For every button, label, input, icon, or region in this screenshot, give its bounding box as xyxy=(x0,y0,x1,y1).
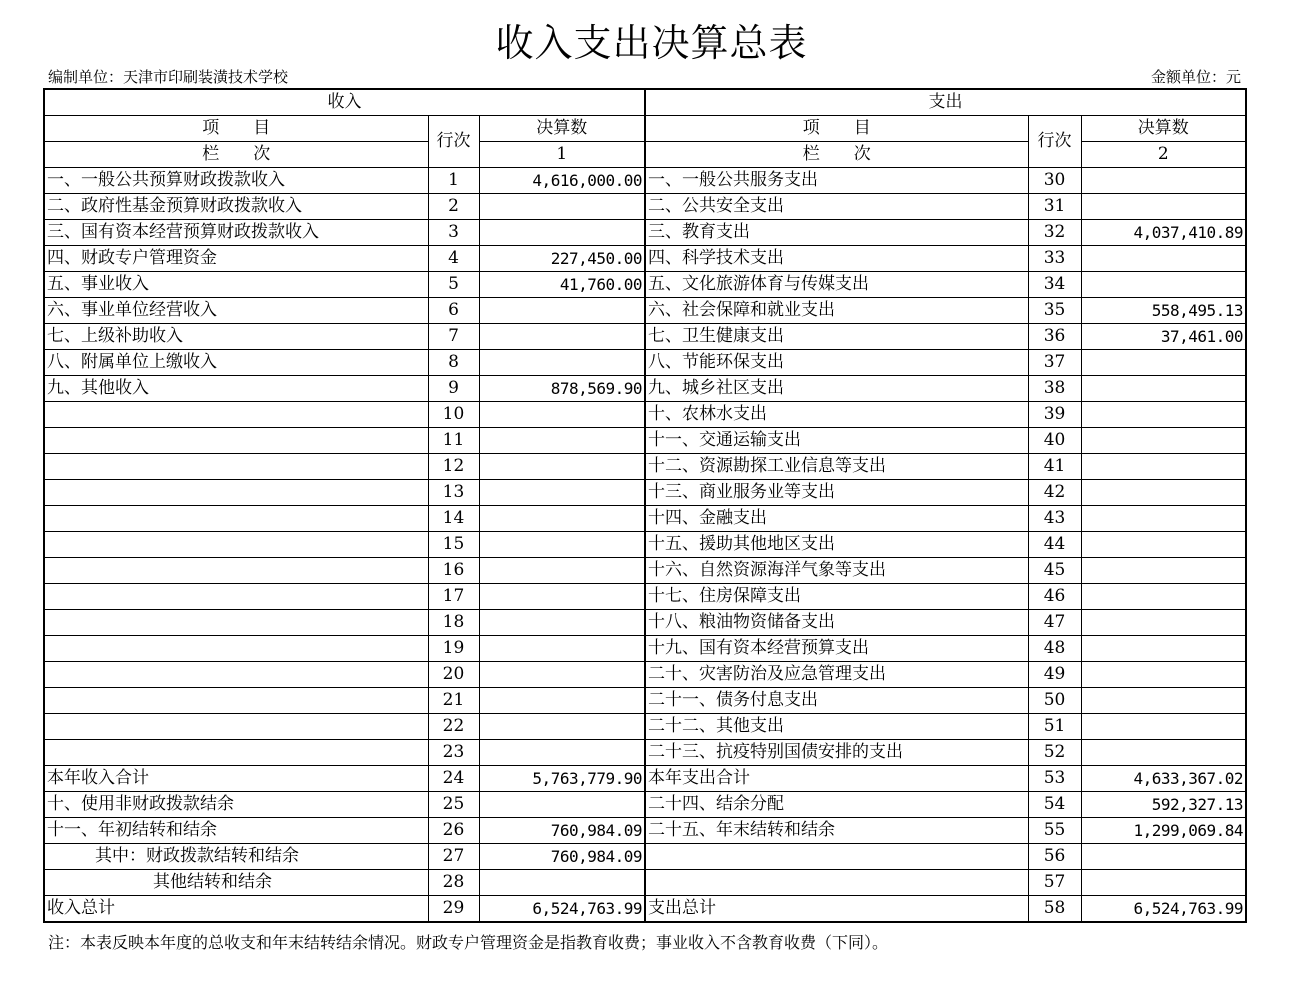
income-item-cell: 其他结转和结余 xyxy=(44,870,428,896)
footnote: 注：本表反映本年度的总收支和年末结转结余情况。财政专户管理资金是指教育收费；事业收入不含教育收费（下同）。 xyxy=(48,933,889,952)
expense-item-cell: 六、社会保障和就业支出 xyxy=(645,298,1028,324)
expense-amount-cell: 592,327.13 xyxy=(1081,792,1246,818)
expense-line-cell: 34 xyxy=(1028,272,1081,298)
income-item-cell: 六、事业单位经营收入 xyxy=(44,298,428,324)
expense-column-number: 2 xyxy=(1081,142,1246,168)
income-amount-cell xyxy=(479,194,645,220)
expense-line-cell: 51 xyxy=(1028,714,1081,740)
income-line-cell: 17 xyxy=(428,584,479,610)
expense-item-cell: 九、城乡社区支出 xyxy=(645,376,1028,402)
income-item-cell: 九、其他收入 xyxy=(44,376,428,402)
table-row xyxy=(44,272,1246,298)
income-line-cell: 14 xyxy=(428,506,479,532)
income-item-cell xyxy=(44,610,428,636)
income-amount-cell: 878,569.90 xyxy=(479,376,645,402)
expense-item-cell: 十五、援助其他地区支出 xyxy=(645,532,1028,558)
expense-line-cell: 55 xyxy=(1028,818,1081,844)
expense-line-header: 行次 xyxy=(1028,116,1081,168)
expense-item-cell: 二十二、其他支出 xyxy=(645,714,1028,740)
expense-line-cell: 44 xyxy=(1028,532,1081,558)
table-row xyxy=(44,532,1246,558)
income-amount-cell xyxy=(479,714,645,740)
income-amount-cell xyxy=(479,480,645,506)
income-item-cell: 一、一般公共预算财政拨款收入 xyxy=(44,168,428,194)
table-row xyxy=(44,740,1246,766)
expense-item-cell: 二十、灾害防治及应急管理支出 xyxy=(645,662,1028,688)
income-item-cell: 二、政府性基金预算财政拨款收入 xyxy=(44,194,428,220)
income-amount-cell xyxy=(479,662,645,688)
expense-line-cell: 50 xyxy=(1028,688,1081,714)
income-expense-table xyxy=(43,88,1247,923)
table-row xyxy=(44,558,1246,584)
income-line-cell: 27 xyxy=(428,844,479,870)
expense-line-cell: 42 xyxy=(1028,480,1081,506)
table-row xyxy=(44,636,1246,662)
expense-line-cell: 36 xyxy=(1028,324,1081,350)
expense-line-cell: 47 xyxy=(1028,610,1081,636)
table-row xyxy=(44,194,1246,220)
expense-amount-cell xyxy=(1081,714,1246,740)
income-amount-cell xyxy=(479,298,645,324)
income-line-cell: 4 xyxy=(428,246,479,272)
income-item-cell: 五、事业收入 xyxy=(44,272,428,298)
expense-amount-cell: 4,633,367.02 xyxy=(1081,766,1246,792)
income-line-cell: 26 xyxy=(428,818,479,844)
income-line-cell: 16 xyxy=(428,558,479,584)
expense-amount-cell xyxy=(1081,610,1246,636)
income-amount-cell: 6,524,763.99 xyxy=(479,896,645,923)
table-row xyxy=(44,896,1246,923)
expense-line-cell: 43 xyxy=(1028,506,1081,532)
expense-item-cell: 三、教育支出 xyxy=(645,220,1028,246)
income-item-cell xyxy=(44,428,428,454)
income-amount-cell: 4,616,000.00 xyxy=(479,168,645,194)
report-title: 收入支出决算总表 xyxy=(495,21,808,65)
expense-line-cell: 37 xyxy=(1028,350,1081,376)
expense-item-cell: 二十五、年末结转和结余 xyxy=(645,818,1028,844)
income-item-cell xyxy=(44,636,428,662)
income-amount-header: 决算数 xyxy=(479,116,645,142)
table-row xyxy=(44,792,1246,818)
income-amount-cell xyxy=(479,350,645,376)
income-column-label: 栏 次 xyxy=(44,142,428,168)
expense-item-cell: 十八、粮油物资储备支出 xyxy=(645,610,1028,636)
income-amount-cell xyxy=(479,636,645,662)
income-item-cell: 十一、年初结转和结余 xyxy=(44,818,428,844)
expense-amount-cell xyxy=(1081,168,1246,194)
expense-line-cell: 40 xyxy=(1028,428,1081,454)
income-line-cell: 2 xyxy=(428,194,479,220)
expense-line-cell: 49 xyxy=(1028,662,1081,688)
expense-item-cell: 十三、商业服务业等支出 xyxy=(645,480,1028,506)
expense-line-cell: 52 xyxy=(1028,740,1081,766)
table-row xyxy=(44,350,1246,376)
expense-item-cell: 十六、自然资源海洋气象等支出 xyxy=(645,558,1028,584)
expense-section-header: 支出 xyxy=(645,89,1246,116)
income-item-cell: 收入总计 xyxy=(44,896,428,923)
income-amount-cell: 760,984.09 xyxy=(479,844,645,870)
income-line-cell: 19 xyxy=(428,636,479,662)
income-amount-cell xyxy=(479,584,645,610)
table-row xyxy=(44,220,1246,246)
income-amount-cell xyxy=(479,558,645,584)
expense-amount-cell xyxy=(1081,506,1246,532)
income-line-cell: 20 xyxy=(428,662,479,688)
income-amount-cell xyxy=(479,610,645,636)
expense-amount-cell xyxy=(1081,194,1246,220)
expense-item-cell: 八、节能环保支出 xyxy=(645,350,1028,376)
expense-amount-cell xyxy=(1081,636,1246,662)
table-row xyxy=(44,688,1246,714)
expense-amount-cell xyxy=(1081,688,1246,714)
expense-line-cell: 33 xyxy=(1028,246,1081,272)
expense-amount-cell xyxy=(1081,376,1246,402)
income-item-cell: 四、财政专户管理资金 xyxy=(44,246,428,272)
income-line-cell: 21 xyxy=(428,688,479,714)
expense-amount-cell xyxy=(1081,740,1246,766)
income-line-cell: 18 xyxy=(428,610,479,636)
expense-amount-cell: 1,299,069.84 xyxy=(1081,818,1246,844)
income-amount-cell: 760,984.09 xyxy=(479,818,645,844)
income-item-cell xyxy=(44,662,428,688)
income-item-cell xyxy=(44,402,428,428)
expense-item-cell: 十一、交通运输支出 xyxy=(645,428,1028,454)
expense-line-cell: 56 xyxy=(1028,844,1081,870)
table-row xyxy=(44,714,1246,740)
table-row xyxy=(44,662,1246,688)
income-line-cell: 9 xyxy=(428,376,479,402)
income-amount-cell xyxy=(479,870,645,896)
expense-line-cell: 58 xyxy=(1028,896,1081,923)
income-line-cell: 22 xyxy=(428,714,479,740)
table-row xyxy=(44,844,1246,870)
expense-amount-cell xyxy=(1081,272,1246,298)
income-line-header: 行次 xyxy=(428,116,479,168)
currency-unit: 金额单位：元 xyxy=(1150,68,1241,86)
table-row xyxy=(44,428,1246,454)
expense-item-cell: 支出总计 xyxy=(645,896,1028,923)
expense-item-header: 项 目 xyxy=(645,116,1028,142)
income-item-cell xyxy=(44,454,428,480)
income-amount-cell: 227,450.00 xyxy=(479,246,645,272)
expense-amount-cell: 6,524,763.99 xyxy=(1081,896,1246,923)
expense-item-cell: 本年支出合计 xyxy=(645,766,1028,792)
expense-line-cell: 39 xyxy=(1028,402,1081,428)
income-amount-cell xyxy=(479,688,645,714)
income-amount-cell xyxy=(479,402,645,428)
table-row xyxy=(44,610,1246,636)
income-line-cell: 28 xyxy=(428,870,479,896)
column-header-row xyxy=(44,116,1246,142)
expense-item-cell: 十九、国有资本经营预算支出 xyxy=(645,636,1028,662)
expense-amount-cell xyxy=(1081,662,1246,688)
expense-amount-cell xyxy=(1081,844,1246,870)
income-item-cell: 其中：财政拨款结转和结余 xyxy=(44,844,428,870)
compiling-unit: 编制单位：天津市印刷装潢技术学校 xyxy=(48,68,289,86)
income-line-cell: 7 xyxy=(428,324,479,350)
income-line-cell: 12 xyxy=(428,454,479,480)
expense-line-cell: 30 xyxy=(1028,168,1081,194)
income-line-cell: 6 xyxy=(428,298,479,324)
income-amount-cell xyxy=(479,454,645,480)
expense-item-cell: 十四、金融支出 xyxy=(645,506,1028,532)
table-row xyxy=(44,870,1246,896)
expense-line-cell: 46 xyxy=(1028,584,1081,610)
income-item-cell xyxy=(44,714,428,740)
expense-amount-cell xyxy=(1081,454,1246,480)
expense-column-label: 栏 次 xyxy=(645,142,1028,168)
income-column-number: 1 xyxy=(479,142,645,168)
expense-line-cell: 54 xyxy=(1028,792,1081,818)
income-item-cell xyxy=(44,740,428,766)
expense-line-cell: 48 xyxy=(1028,636,1081,662)
table-row xyxy=(44,584,1246,610)
income-amount-cell xyxy=(479,428,645,454)
income-line-cell: 23 xyxy=(428,740,479,766)
income-item-cell xyxy=(44,688,428,714)
expense-amount-cell xyxy=(1081,870,1246,896)
expense-line-cell: 38 xyxy=(1028,376,1081,402)
income-line-cell: 10 xyxy=(428,402,479,428)
expense-item-cell: 十七、住房保障支出 xyxy=(645,584,1028,610)
income-line-cell: 13 xyxy=(428,480,479,506)
expense-amount-cell xyxy=(1081,428,1246,454)
expense-line-cell: 32 xyxy=(1028,220,1081,246)
expense-line-cell: 53 xyxy=(1028,766,1081,792)
income-amount-cell xyxy=(479,506,645,532)
income-amount-cell: 5,763,779.90 xyxy=(479,766,645,792)
income-line-cell: 11 xyxy=(428,428,479,454)
expense-amount-cell xyxy=(1081,402,1246,428)
expense-line-cell: 31 xyxy=(1028,194,1081,220)
income-line-cell: 8 xyxy=(428,350,479,376)
section-header-row xyxy=(44,89,1246,116)
income-line-cell: 1 xyxy=(428,168,479,194)
table-row xyxy=(44,506,1246,532)
income-amount-cell xyxy=(479,532,645,558)
expense-item-cell: 二十四、结余分配 xyxy=(645,792,1028,818)
income-amount-cell xyxy=(479,792,645,818)
table-row xyxy=(44,818,1246,844)
income-amount-cell xyxy=(479,220,645,246)
table-row xyxy=(44,168,1246,194)
income-item-cell: 本年收入合计 xyxy=(44,766,428,792)
income-item-header: 项 目 xyxy=(44,116,428,142)
income-item-cell xyxy=(44,532,428,558)
table-row xyxy=(44,480,1246,506)
expense-item-cell: 四、科学技术支出 xyxy=(645,246,1028,272)
expense-item-cell: 一、一般公共服务支出 xyxy=(645,168,1028,194)
income-amount-cell: 41,760.00 xyxy=(479,272,645,298)
income-item-cell xyxy=(44,584,428,610)
expense-amount-cell xyxy=(1081,558,1246,584)
table-row xyxy=(44,454,1246,480)
income-line-cell: 3 xyxy=(428,220,479,246)
table-row xyxy=(44,298,1246,324)
income-item-cell: 三、国有资本经营预算财政拨款收入 xyxy=(44,220,428,246)
expense-item-cell xyxy=(645,870,1028,896)
income-line-cell: 5 xyxy=(428,272,479,298)
income-item-cell xyxy=(44,558,428,584)
table-row xyxy=(44,246,1246,272)
expense-item-cell xyxy=(645,844,1028,870)
expense-line-cell: 45 xyxy=(1028,558,1081,584)
table-row xyxy=(44,402,1246,428)
income-item-cell: 七、上级补助收入 xyxy=(44,324,428,350)
expense-amount-cell xyxy=(1081,350,1246,376)
table-row xyxy=(44,766,1246,792)
expense-amount-cell: 37,461.00 xyxy=(1081,324,1246,350)
expense-amount-cell xyxy=(1081,480,1246,506)
income-line-cell: 24 xyxy=(428,766,479,792)
income-item-cell xyxy=(44,480,428,506)
table-row xyxy=(44,376,1246,402)
expense-item-cell: 十二、资源勘探工业信息等支出 xyxy=(645,454,1028,480)
income-section-header: 收入 xyxy=(44,89,645,116)
expense-amount-cell: 4,037,410.89 xyxy=(1081,220,1246,246)
expense-item-cell: 七、卫生健康支出 xyxy=(645,324,1028,350)
expense-amount-cell xyxy=(1081,584,1246,610)
income-line-cell: 29 xyxy=(428,896,479,923)
expense-line-cell: 57 xyxy=(1028,870,1081,896)
expense-item-cell: 十、农林水支出 xyxy=(645,402,1028,428)
table-row xyxy=(44,324,1246,350)
expense-amount-header: 决算数 xyxy=(1081,116,1246,142)
expense-line-cell: 41 xyxy=(1028,454,1081,480)
income-amount-cell xyxy=(479,740,645,766)
income-line-cell: 15 xyxy=(428,532,479,558)
expense-item-cell: 二十三、抗疫特别国债安排的支出 xyxy=(645,740,1028,766)
expense-amount-cell: 558,495.13 xyxy=(1081,298,1246,324)
income-item-cell: 八、附属单位上缴收入 xyxy=(44,350,428,376)
expense-amount-cell xyxy=(1081,532,1246,558)
expense-amount-cell xyxy=(1081,246,1246,272)
income-line-cell: 25 xyxy=(428,792,479,818)
income-item-cell: 十、使用非财政拨款结余 xyxy=(44,792,428,818)
income-amount-cell xyxy=(479,324,645,350)
income-item-cell xyxy=(44,506,428,532)
expense-item-cell: 二、公共安全支出 xyxy=(645,194,1028,220)
expense-item-cell: 二十一、债务付息支出 xyxy=(645,688,1028,714)
expense-line-cell: 35 xyxy=(1028,298,1081,324)
expense-item-cell: 五、文化旅游体育与传媒支出 xyxy=(645,272,1028,298)
